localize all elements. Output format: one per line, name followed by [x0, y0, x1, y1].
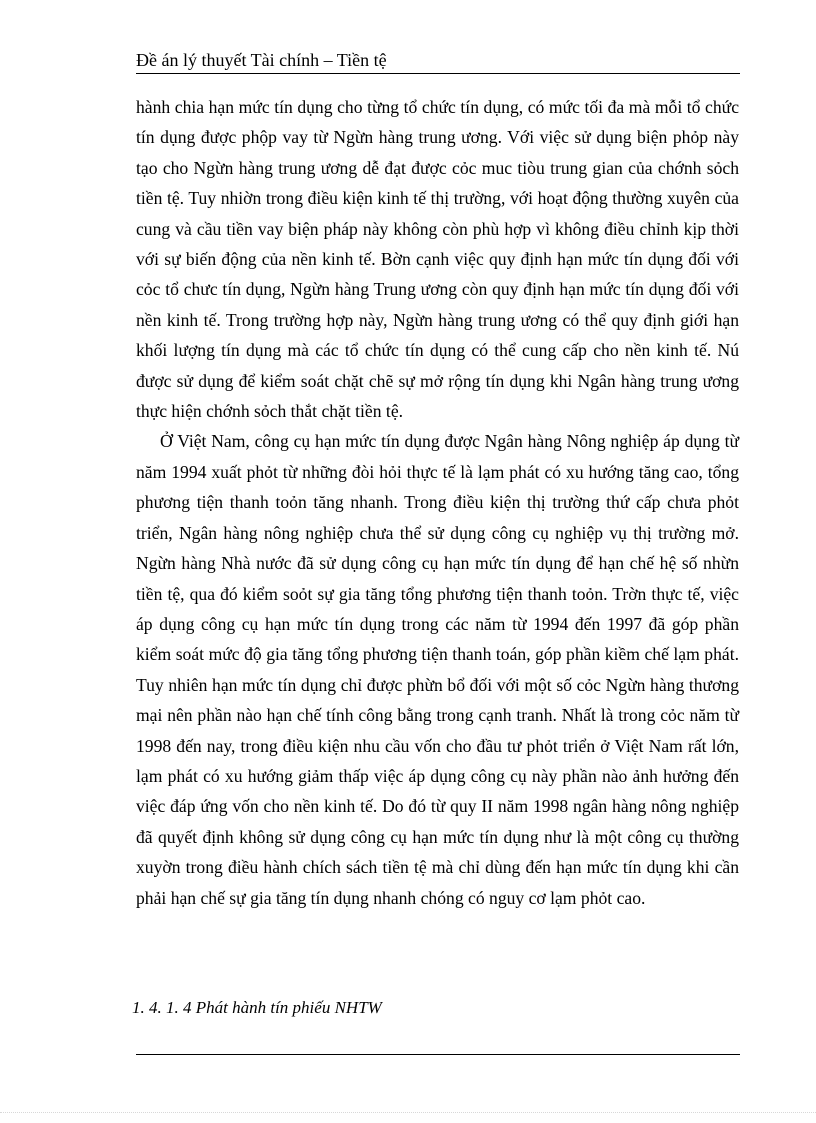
section-subheading: 1. 4. 1. 4 Phát hành tín phiếu NHTW	[132, 998, 382, 1017]
page-edge-divider	[0, 1112, 816, 1113]
header-title: Đề án lý thuyết Tài chính – Tiền tệ	[136, 50, 387, 70]
paragraph-2: Ở Việt Nam, công cụ hạn mức tín dụng được Ngân hàng Nông nghiệp áp dụng từ năm 1994 xuất phỏt từ những đòi hỏi thực tế là lạm phát có xu hướng tăng cao, tổng phương tiện thanh toỏn tăng nhanh. Trong điều kiện thị trường thứ cấp chưa phỏt triển, Ngân hàng nông nghiệp chưa thể sử dụng công cụ nghiệp vụ thị trường mở. Ngừn hàng Nhà nước đã sử dụng công cụ hạn mức tín dụng để hạn chế hệ số nhừn tiền tệ, qua đó kiểm soỏt sự gia tăng tổng phương tiện thanh toỏn. Trờn thực tế, việc áp dụng công cụ hạn mức tín dụng trong các năm từ 1994 đến 1997 đã góp phần kiểm soát mức độ gia tăng tổng phương tiện thanh toán, góp phần kiềm chế lạm phát. Tuy nhiên hạn mức tín dụng chỉ được phừn bổ đối với một số cỏc Ngừn hàng thương mại nên phần nào hạn chế tính công bằng trong cạnh tranh. Nhất là trong cỏc năm từ 1998 đến nay, trong điều kiện nhu cầu vốn cho đầu tư phỏt triển ở Việt Nam rất lớn, lạm phát có xu hướng giảm thấp việc áp dụng công cụ này phần nào ảnh hưởng đến việc đáp ứng vốn cho nền kinh tế. Do đó từ quy II năm 1998 ngân hàng nông nghiệp đã quyết định không sử dụng công cụ hạn mức tín dụng như là một công cụ thường xuyờn trong điều hành chích sách tiền tệ mà chỉ dùng đến hạn mức tín dụng khi cần phải hạn chế sự gia tăng tín dụng nhanh chóng có nguy cơ lạm phỏt cao.	[136, 431, 739, 908]
footer-rule	[136, 1054, 740, 1055]
main-text	[136, 92, 739, 913]
page-header	[136, 48, 740, 74]
paragraph-1: hành chia hạn mức tín dụng cho từng tổ chức tín dụng, có mức tối đa mà mỗi tổ chức tín dụng được phộp vay từ Ngừn hàng trung ương. Với việc sử dụng biện phỏp này tạo cho Ngừn hàng trung ương dễ đạt được cỏc muc tiòu trung gian của chớnh sỏch tiền tệ. Tuy nhiờn trong điều kiện kinh tế thị trường, với hoạt động thường xuyên của cung và cầu tiền vay biện pháp này không còn phù hợp vì không điều chỉnh kịp thời với sự biến động của nền kinh tế. Bờn cạnh việc quy định hạn mức tín dụng đối với cỏc tổ chưc tín dụng, Ngừn hàng Trung ương còn quy định hạn mức tín dụng đối với nền kinh tế. Trong trường hợp này, Ngừn hàng trung ương có thể quy định giới hạn khối lượng tín dụng mà các tổ chức tín dụng có thể cung cấp cho nền kinh tế. Nú được sử dụng để kiểm soát chặt chẽ sự mở rộng tín dụng khi Ngân hàng trung ương thực hiện chớnh sỏch thắt chặt tiền tệ.	[136, 97, 739, 422]
